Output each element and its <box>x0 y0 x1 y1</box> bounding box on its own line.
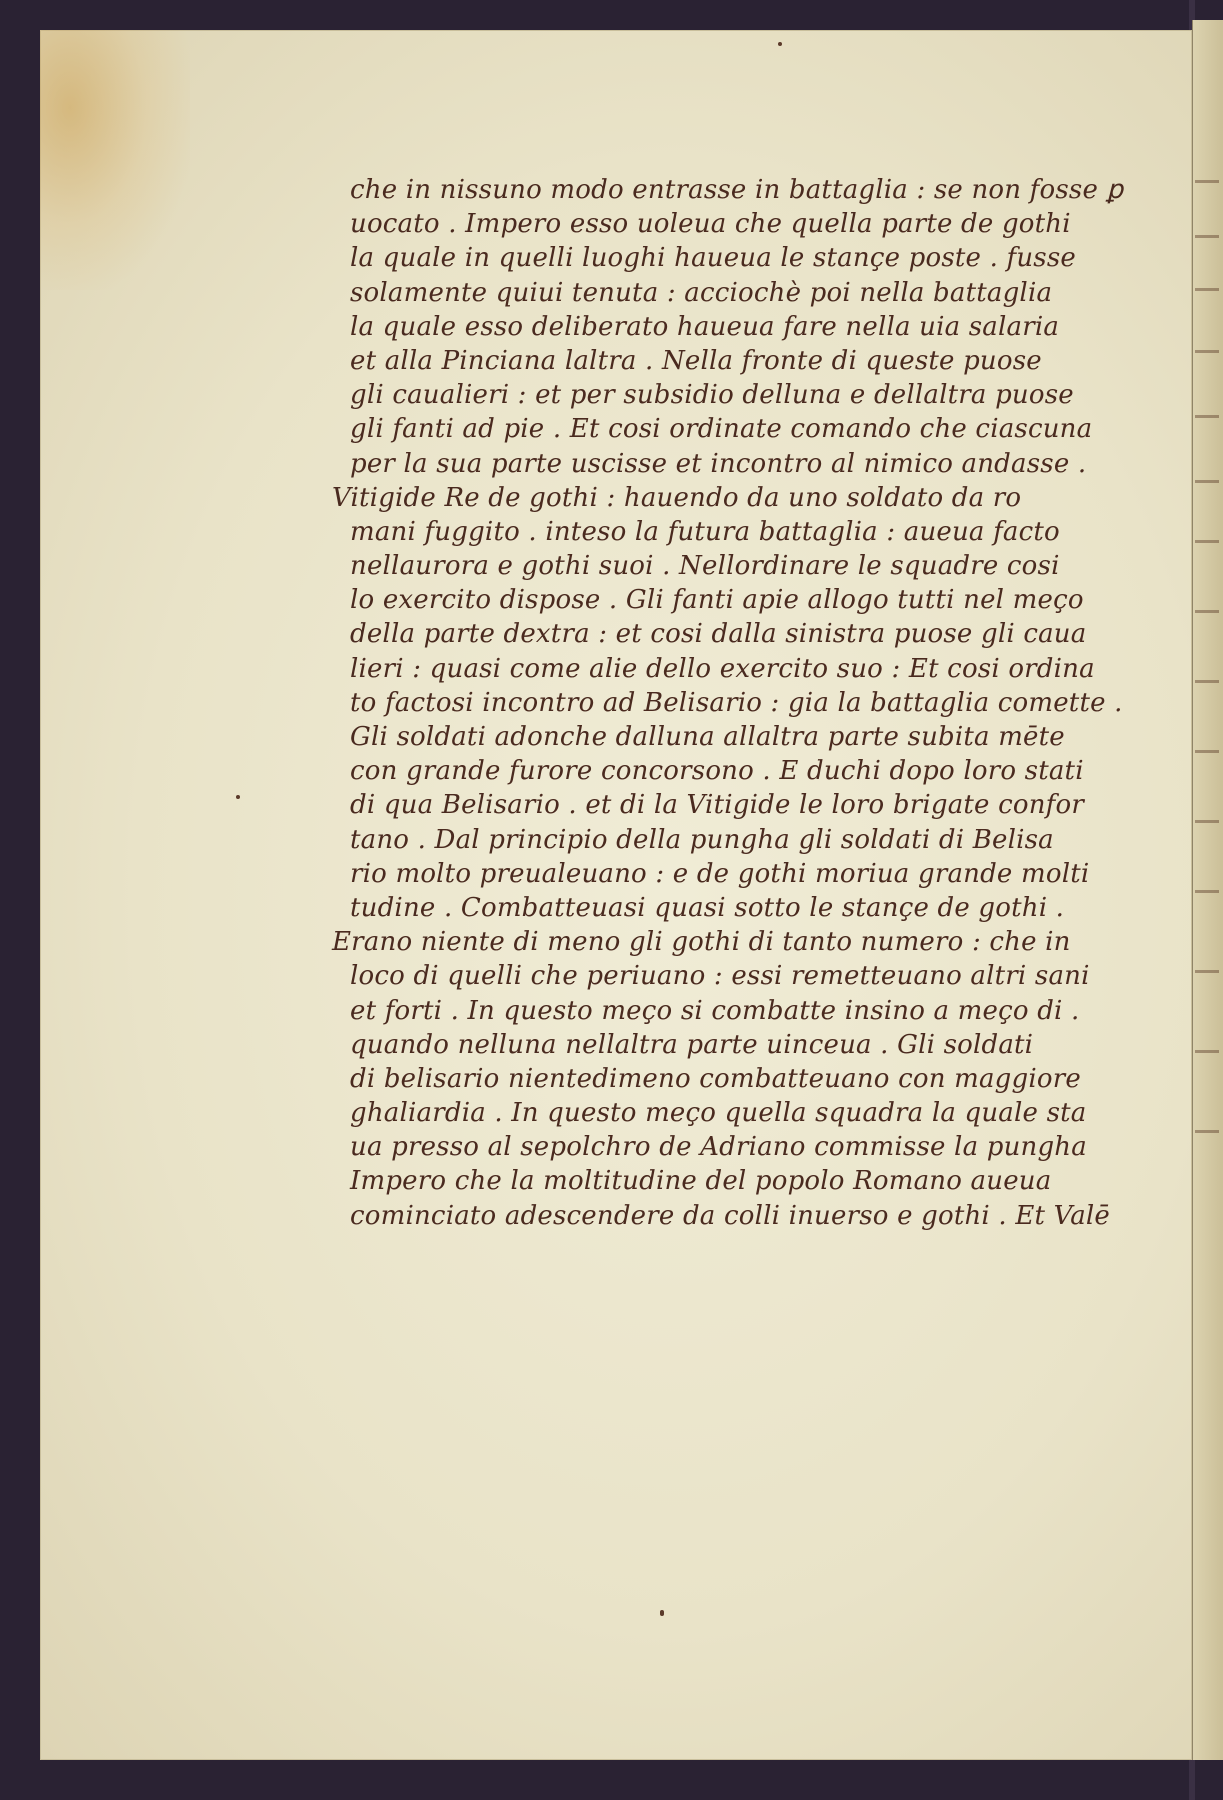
ghost-text-mark <box>1195 415 1219 418</box>
text-line: di qua Belisario . et di la Vitigide le loro brigate confor <box>350 790 1084 821</box>
text-line: per la sua parte uscisse et incontro al nimico andasse . <box>350 448 1087 479</box>
ghost-text-mark <box>1195 750 1219 753</box>
text-line: lo exercito dispose . Gli fanti apie allogo tutti nel meço <box>350 585 1084 616</box>
manuscript-text <box>332 173 1150 1233</box>
ghost-text-mark <box>1195 610 1219 613</box>
text-line: loco di quelli che periuano : essi remetteuano altri sani <box>350 961 1090 992</box>
text-line: cominciato adescendere da colli inuerso e gothi . Et Valē <box>350 1200 1111 1231</box>
water-stain <box>40 30 190 290</box>
text-line: uocato . Impero esso uoleua che quella parte de gothi <box>350 209 1071 240</box>
text-line: et alla Pinciana laltra . Nella fronte di queste puose <box>350 345 1042 376</box>
text-line: di belisario nientedimeno combatteuano con maggiore <box>350 1063 1081 1094</box>
ghost-text-mark <box>1195 1130 1219 1133</box>
ink-dot-bottom <box>660 1610 664 1616</box>
ghost-text-mark <box>1195 820 1219 823</box>
text-line: tano . Dal principio della pungha gli soldati di Belisa <box>350 824 1054 855</box>
ghost-text-mark <box>1195 890 1219 893</box>
text-line: la quale in quelli luoghi haueua le stançe poste . fusse <box>350 243 1076 274</box>
text-line: la quale esso deliberato haueua fare nella uia salaria <box>350 311 1060 342</box>
text-line: gli fanti ad pie . Et cosi ordinate comando che ciascuna <box>350 414 1093 445</box>
ghost-text-mark <box>1195 1050 1219 1053</box>
text-line: quando nelluna nellaltra parte uinceua . Gli soldati <box>350 1029 1034 1060</box>
text-line: Impero che la moltitudine del popolo Romano aueua <box>350 1166 1052 1197</box>
text-line: con grande furore concorsono . E duchi dopo loro stati <box>350 756 1084 787</box>
ghost-text-mark <box>1195 288 1219 291</box>
ghost-text-mark <box>1195 540 1219 543</box>
text-line: Gli soldati adonche dalluna allaltra parte subita mēte <box>350 722 1065 752</box>
text-line: rio molto preualeuano : e de gothi moriua grande molti <box>350 858 1090 889</box>
text-line: mani fuggito . inteso la futura battaglia : aueua facto <box>350 516 1060 547</box>
text-line: lieri : quasi come alie dello exercito suo : Et cosi ordina <box>350 653 1095 684</box>
ink-dot-left <box>236 795 240 799</box>
ghost-text-mark <box>1195 680 1219 683</box>
text-line: Vitigide Re de gothi : hauendo da uno soldato da ro <box>332 482 1022 513</box>
text-line: Erano niente di meno gli gothi di tanto numero : che in <box>332 927 1071 958</box>
ghost-text-mark <box>1195 480 1219 483</box>
text-line: che in nissuno modo entrasse in battaglia : se non fosse ꝑ <box>350 175 1124 205</box>
text-line: ua presso al sepolchro de Adriano commisse la pungha <box>350 1132 1087 1163</box>
ghost-text-mark <box>1195 970 1219 973</box>
text-line: gli caualieri : et per subsidio delluna e dellaltra puose <box>350 380 1074 411</box>
text-line: solamente quiui tenuta : acciochè poi nella battaglia <box>350 277 1053 308</box>
text-line: ghaliardia . In questo meço quella squadra la quale sta <box>350 1098 1087 1129</box>
ghost-text-mark <box>1195 180 1219 183</box>
text-line: tudine . Combatteuasi quasi sotto le stançe de gothi . <box>350 892 1065 923</box>
text-line: to factosi incontro ad Belisario : gia la battaglia comette . <box>350 687 1123 718</box>
facing-page-edge <box>1192 20 1223 1760</box>
manuscript-page <box>40 30 1192 1760</box>
ink-dot-top <box>778 42 782 46</box>
text-line: et forti . In questo meço si combatte insino a meço di . <box>350 995 1080 1026</box>
text-line: della parte dextra : et cosi dalla sinistra puose gli caua <box>350 619 1087 650</box>
ghost-text-mark <box>1195 235 1219 238</box>
text-line: nellaurora e gothi suoi . Nellordinare le squadre cosi <box>350 551 1060 582</box>
ghost-text-mark <box>1195 350 1219 353</box>
